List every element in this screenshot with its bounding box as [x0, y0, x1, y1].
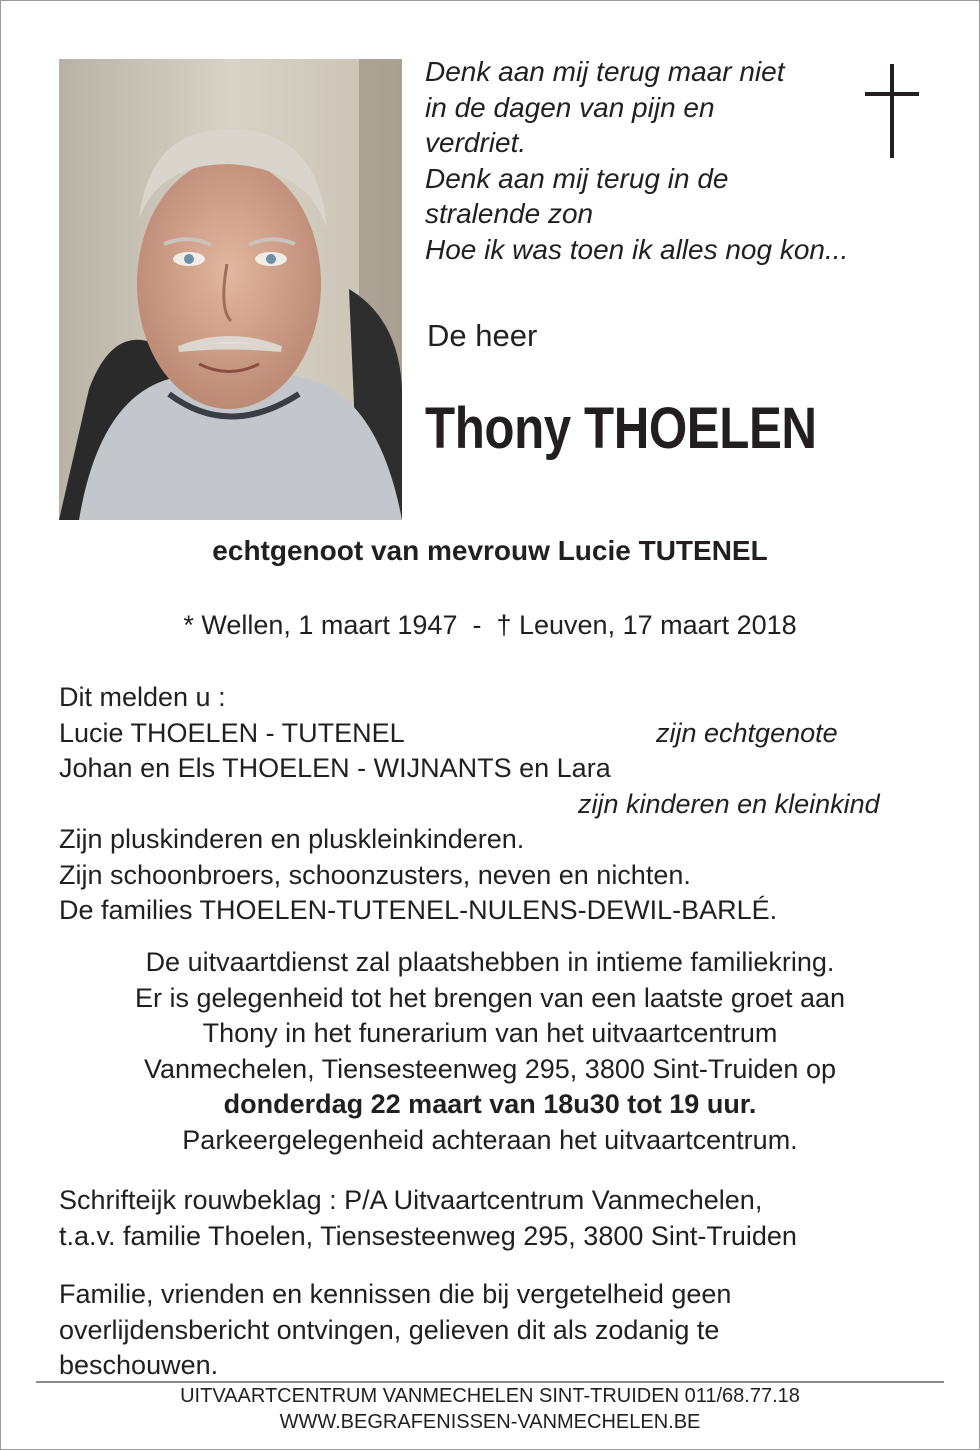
- service-line: De uitvaartdienst zal plaatshebben in intieme familiekring.: [145, 947, 835, 977]
- poem-line: stralende zon: [425, 198, 594, 229]
- funeral-service-info: [0, 945, 980, 1158]
- family-note-line: overlijdensbericht ontvingen, gelieven dit als zodanig te: [59, 1314, 720, 1345]
- condolence-line: t.a.v. familie Thoelen, Tiensesteenweg 295, 3800 Sint-Truiden: [59, 1220, 797, 1251]
- cross-icon: [862, 64, 922, 160]
- mourner-name: Johan en Els THOELEN - WIJNANTS en Lara: [59, 753, 611, 783]
- condolence-line: Schrifteijk rouwbeklag : P/A Uitvaartcentrum Vanmechelen,: [59, 1185, 763, 1215]
- family-note: [59, 1277, 731, 1384]
- list-item: [59, 751, 929, 787]
- portrait-photo: [59, 59, 402, 520]
- list-item: [59, 716, 929, 752]
- condolence-address: [59, 1183, 797, 1254]
- poem-line: Hoe ik was toen ik alles nog kon...: [425, 233, 849, 265]
- service-line: Thony in het funerarium van het uitvaartcentrum: [202, 1018, 778, 1048]
- poem-line: Denk aan mij terug in de: [425, 162, 729, 194]
- service-line: Vanmechelen, Tiensesteenweg 295, 3800 Sint-Truiden op: [144, 1053, 836, 1084]
- footer: [0, 1383, 980, 1435]
- spouse-line: echtgenoot van mevrouw Lucie TUTENEL: [212, 535, 768, 566]
- visitation-time: donderdag 22 maart van 18u30 tot 19 uur.: [223, 1089, 757, 1119]
- date-separator: -: [457, 610, 497, 640]
- funeral-home-website: WWW.BEGRAFENISSEN-VANMECHELEN.BE: [279, 1411, 701, 1433]
- poem-line: in de dagen van pijn en: [425, 91, 715, 123]
- poem-line: verdriet.: [425, 127, 527, 158]
- mourner-role: zijn kinderen en kleinkind: [578, 788, 880, 819]
- poem-line: Denk aan mij terug maar niet: [425, 56, 785, 87]
- parking-note: Parkeergelegenheid achteraan het uitvaartcentrum.: [182, 1124, 798, 1155]
- life-dates: [0, 610, 980, 641]
- service-line: Er is gelegenheid tot het brengen van een laatste groet aan: [134, 982, 845, 1013]
- birth-info: * Wellen, 1 maart 1947: [183, 610, 458, 640]
- honorific: De heer: [427, 318, 538, 353]
- death-info: † Leuven, 17 maart 2018: [496, 610, 797, 640]
- funeral-home-contact: UITVAARTCENTRUM VANMECHELEN SINT-TRUIDEN 011/68.77.18: [180, 1385, 800, 1407]
- family-note-line: beschouwen.: [59, 1350, 219, 1380]
- list-item: Zijn pluskinderen en pluskleinkinderen.: [59, 824, 525, 854]
- mourner-role: zijn echtgenote: [656, 717, 838, 748]
- list-item: De families THOELEN-TUTENEL-NULENS-DEWIL-BARLÉ.: [59, 895, 778, 925]
- deceased-name: Thony THOELEN: [425, 396, 817, 461]
- list-item: Zijn schoonbroers, schoonzusters, neven en nichten.: [59, 859, 691, 890]
- notify-intro: Dit melden u :: [59, 682, 226, 712]
- family-note-line: Familie, vrienden en kennissen die bij vergetelheid geen: [59, 1279, 732, 1309]
- mourner-name: Lucie THOELEN - TUTENEL: [59, 717, 405, 748]
- memorial-poem: [425, 54, 848, 267]
- notification-list: [59, 680, 929, 929]
- list-item: [59, 787, 929, 823]
